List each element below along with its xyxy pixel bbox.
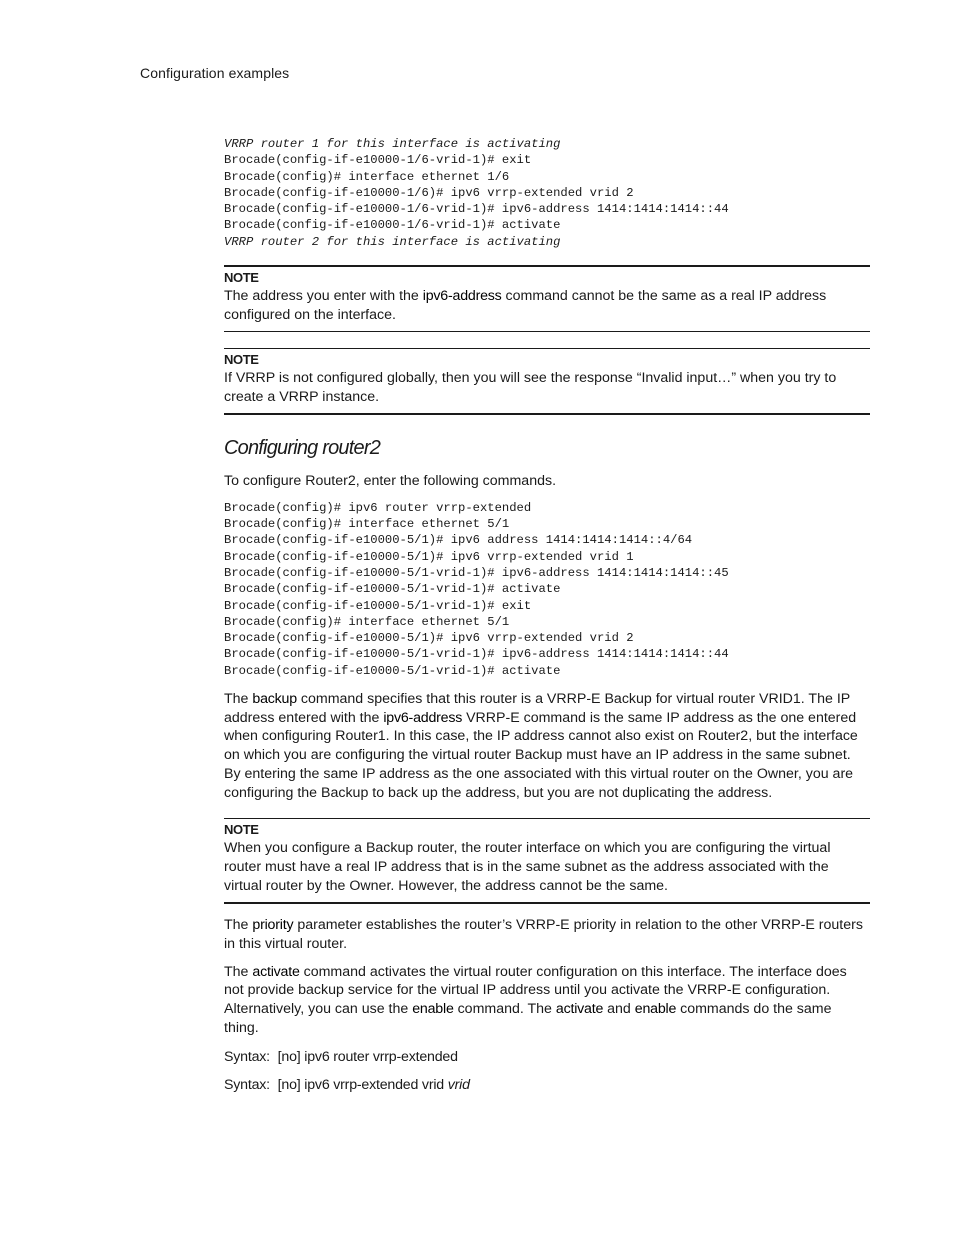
note-text: The address you enter with the ipv6-address command cannot be the same as a real IP address configured on the interface. (224, 288, 827, 324)
code-line: Brocade(config-if-e10000-5/1-vrid-1)# exit (224, 598, 532, 613)
code-line: Brocade(config-if-e10000-5/1-vrid-1)# activate (224, 663, 561, 678)
paragraph-activate: The activate command activates the virtual router configuration on this interface. The interface does not provide backup service for the virtual IP address until you activate the VRRP-E configuration. Alternatively, you can use the enable command. The activate and enable commands do the same thing. (224, 963, 847, 1036)
code-output-line: VRRP router 1 for this interface is activating (224, 137, 561, 151)
running-header: Configuration examples (140, 65, 290, 81)
code-line: Brocade(config)# ipv6 router vrrp-extended (224, 500, 532, 515)
command-ipv6-address: ipv6-address (422, 288, 502, 305)
code-line: Brocade(config-if-e10000-1/6)# ipv6 vrrp-extended vrid 2 (224, 185, 634, 200)
note-backup-router (224, 818, 870, 904)
syntax-vrrp-extended-vrid: Syntax: [no] ipv6 vrrp-extended vrid vrid (224, 1077, 470, 1094)
paragraph-backup: The backup command specifies that this router is a VRRP-E Backup for virtual router VRID1. The IP address entered with the ipv6-address VRRP-E command is the same IP address as the one entered when configuring Router1. In this case, the IP address cannot also exist on Router2, but the interface on which you are configuring the virtual router Backup must have an IP address in the same subnet. By entering the same IP address as the one associated with this virtual router on the Owner, you are configuring the Backup to back up the address, but you are not duplicating the address. (224, 691, 858, 801)
code-line: Brocade(config)# interface ethernet 5/1 (224, 517, 510, 532)
command-activate: activate (555, 1001, 604, 1018)
note-vrrp-global (224, 348, 870, 415)
code-line: Brocade(config-if-e10000-1/6-vrid-1)# exit (224, 153, 532, 168)
note-address (224, 265, 870, 332)
code-block-2 (224, 500, 870, 679)
syntax-argument: vrid (447, 1077, 470, 1094)
section-heading: Configuring router2 (224, 437, 381, 460)
note-label: NOTE (224, 352, 259, 368)
code-line: Brocade(config-if-e10000-5/1)# ipv6 vrrp-extended vrid 2 (224, 631, 634, 646)
code-line: Brocade(config)# interface ethernet 1/6 (224, 169, 510, 184)
code-line: Brocade(config-if-e10000-5/1-vrid-1)# activate (224, 582, 561, 597)
command-ipv6-address: ipv6-address (383, 709, 463, 726)
code-block-1 (224, 136, 870, 250)
command-priority: priority (252, 917, 294, 934)
section-intro: To configure Router2, enter the following commands. (224, 473, 557, 490)
paragraph-priority: The priority parameter establishes the router’s VRRP-E priority in relation to the other VRRP-E routers in this virtual router. (224, 917, 863, 952)
code-line: Brocade(config-if-e10000-1/6-vrid-1)# ipv6-address 1414:1414:1414::44 (224, 202, 729, 217)
note-text: If VRRP is not configured globally, then you will see the response “Invalid input…” when you try to create a VRRP instance. (224, 370, 837, 406)
code-line: Brocade(config-if-e10000-1/6-vrid-1)# activate (224, 218, 561, 233)
code-line: Brocade(config)# interface ethernet 5/1 (224, 614, 510, 629)
code-line: Brocade(config-if-e10000-5/1-vrid-1)# ipv6-address 1414:1414:1414::44 (224, 647, 729, 662)
note-text: When you configure a Backup router, the router interface on which you are configuring the virtual router must have a real IP address that is in the same subnet as the address associated with the virtual router by the Owner. However, the address cannot be the same. (224, 840, 831, 895)
main-content (224, 136, 870, 1094)
command-activate: activate (252, 963, 300, 980)
syntax-label: Syntax: (224, 1049, 270, 1066)
syntax-label: Syntax: (224, 1077, 270, 1094)
code-line: Brocade(config-if-e10000-5/1)# ipv6 vrrp-extended vrid 1 (224, 549, 634, 564)
code-line: Brocade(config-if-e10000-5/1-vrid-1)# ipv6-address 1414:1414:1414::45 (224, 565, 729, 580)
command-enable: enable (634, 1001, 677, 1018)
note-label: NOTE (224, 270, 259, 286)
note-label: NOTE (224, 822, 259, 838)
command-backup: backup (252, 691, 297, 708)
command-enable: enable (412, 1001, 454, 1018)
code-output-line: VRRP router 2 for this interface is activating (224, 234, 561, 249)
code-line: Brocade(config-if-e10000-5/1)# ipv6 address 1414:1414:1414::4/64 (224, 533, 693, 548)
syntax-router-vrrp-extended: Syntax: [no] ipv6 router vrrp-extended (224, 1049, 458, 1066)
